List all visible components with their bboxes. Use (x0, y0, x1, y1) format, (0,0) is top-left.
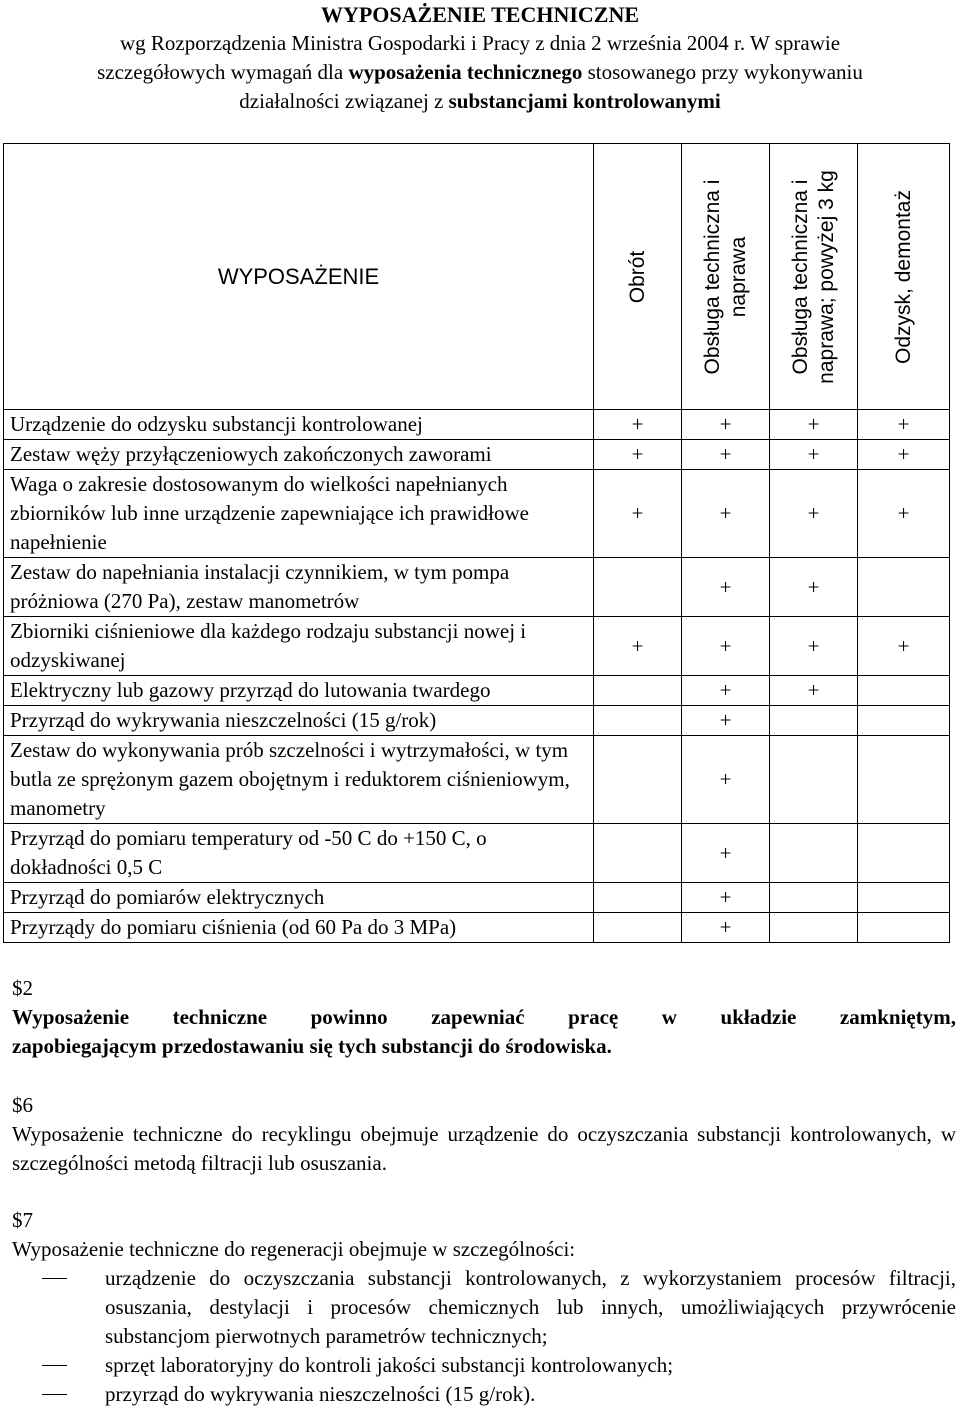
mark-cell: + (682, 883, 770, 913)
document-header (0, 1, 960, 116)
table-row (4, 913, 950, 943)
mark-cell: + (682, 676, 770, 706)
mark-cell (594, 824, 682, 883)
table-row (4, 883, 950, 913)
column-header-service (682, 144, 770, 410)
mark-cell (770, 706, 858, 736)
mark-cell (770, 883, 858, 913)
list-item-text: urządzenie do oczyszczania substancji kontrolowanych, z wykorzystaniem procesów filtracji, osuszania, destylacji i procesów chemicznych lub innych, umożliwiających przywrócenie substancjom pierwotnych parametrów technicznych; (105, 1266, 956, 1348)
mark-cell: + (770, 440, 858, 470)
mark-cell: + (682, 736, 770, 824)
table-row (4, 824, 950, 883)
section-7 (12, 1206, 956, 1409)
mark-cell: + (682, 913, 770, 943)
dash-bullet-icon (42, 1394, 67, 1395)
mark-cell: + (682, 617, 770, 676)
mark-cell: + (770, 676, 858, 706)
mark-cell: + (770, 410, 858, 440)
mark-cell (858, 824, 950, 883)
section-7-heading: $7 (12, 1208, 33, 1232)
table-row (4, 470, 950, 558)
list-item-text: przyrząd do wykrywania nieszczelności (15 g/rok). (105, 1382, 536, 1406)
mark-cell (594, 913, 682, 943)
mark-cell: + (682, 558, 770, 617)
mark-cell: + (594, 440, 682, 470)
column-header-service-3kg-label: Obsługa techniczna i naprawa; powyżej 3 kg (788, 169, 838, 384)
mark-cell (770, 736, 858, 824)
section-6-text: Wyposażenie techniczne do recyklingu obejmuje urządzenie do oczyszczania substancji kontrolowanych, w szczególności metodą filtracji lub osuszania. (12, 1122, 956, 1175)
list-item (12, 1351, 956, 1380)
equipment-name-cell: Przyrząd do pomiaru temperatury od -50 C do +150 C, o dokładności 0,5 C (4, 824, 594, 883)
equipment-name-cell: Przyrząd do pomiarów elektrycznych (4, 883, 594, 913)
column-header-service-3kg (770, 144, 858, 410)
section-2 (12, 974, 956, 1061)
table-row (4, 440, 950, 470)
column-header-trade-label: Obrót (625, 250, 649, 303)
mark-cell: + (682, 470, 770, 558)
header-line-1: wg Rozporządzenia Ministra Gospodarki i Pracy z dnia 2 września 2004 r. W sprawie (119, 31, 841, 55)
table-row (4, 676, 950, 706)
mark-cell: + (770, 617, 858, 676)
equipment-name-cell: Elektryczny lub gazowy przyrząd do lutowania twardego (4, 676, 594, 706)
mark-cell: + (770, 470, 858, 558)
header-line-2-a: szczegółowych wymagań dla (97, 60, 349, 84)
equipment-name-cell: Przyrządy do pomiaru ciśnienia (od 60 Pa do 3 MPa) (4, 913, 594, 943)
mark-cell: + (594, 617, 682, 676)
mark-cell: + (682, 824, 770, 883)
column-header-equipment: WYPOSAŻENIE (4, 144, 594, 410)
mark-cell (770, 913, 858, 943)
section-7-list (12, 1264, 956, 1409)
document-title: WYPOSAŻENIE TECHNICZNE (320, 2, 640, 27)
table-header-row (4, 144, 950, 410)
mark-cell (858, 558, 950, 617)
header-line-2-bold: wyposażenia technicznego (348, 60, 583, 84)
mark-cell (594, 706, 682, 736)
equipment-name-cell: Zbiorniki ciśnieniowe dla każdego rodzaju substancji nowej i odzyskiwanej (4, 617, 594, 676)
header-line-2-c: stosowanego przy wykonywaniu (582, 60, 863, 84)
column-header-service-label: Obsługa techniczna i naprawa (700, 179, 750, 374)
header-line-3-a: działalności związanej z (239, 89, 449, 113)
equipment-name-cell: Waga o zakresie dostosowanym do wielkości napełnianych zbiorników lub inne urządzenie zapewniające ich prawidłowe napełnienie (4, 470, 594, 558)
mark-cell: + (682, 410, 770, 440)
mark-cell (858, 883, 950, 913)
mark-cell (858, 913, 950, 943)
table-row (4, 617, 950, 676)
mark-cell (858, 706, 950, 736)
header-line-3 (0, 87, 960, 116)
section-2-heading: $2 (12, 976, 33, 1000)
section-6 (12, 1091, 956, 1178)
list-item (12, 1264, 956, 1351)
mark-cell: + (594, 410, 682, 440)
equipment-name-cell: Zestaw do napełniania instalacji czynnikiem, w tym pompa próżniowa (270 Pa), zestaw manometrów (4, 558, 594, 617)
mark-cell (858, 676, 950, 706)
mark-cell: + (770, 558, 858, 617)
mark-cell (594, 883, 682, 913)
dash-bullet-icon (42, 1278, 67, 1279)
mark-cell: + (682, 706, 770, 736)
equipment-name-cell: Urządzenie do odzysku substancji kontrolowanej (4, 410, 594, 440)
mark-cell: + (858, 470, 950, 558)
equipment-name-cell: Zestaw węży przyłączeniowych zakończonych zaworami (4, 440, 594, 470)
column-header-recovery (858, 144, 950, 410)
section-7-intro: Wyposażenie techniczne do regeneracji obejmuje w szczególności: (12, 1237, 576, 1261)
equipment-name-cell: Zestaw do wykonywania prób szczelności i wytrzymałości, w tym butla ze sprężonym gazem obojętnym i reduktorem ciśnieniowym, manometry (4, 736, 594, 824)
table-row (4, 706, 950, 736)
mark-cell (770, 824, 858, 883)
column-header-recovery-label: Odzysk, demontaż (891, 189, 915, 364)
list-item (12, 1380, 956, 1409)
mark-cell: + (858, 440, 950, 470)
header-line-3-bold: substancjami kontrolowanymi (448, 89, 721, 113)
mark-cell: + (594, 470, 682, 558)
mark-cell: + (858, 410, 950, 440)
mark-cell (594, 558, 682, 617)
column-header-trade (594, 144, 682, 410)
section-2-text-line-1: Wyposażenie techniczne powinno zapewniać pracę w układzie zamkniętym, (12, 1005, 956, 1029)
table-row (4, 558, 950, 617)
table-row (4, 410, 950, 440)
dash-bullet-icon (42, 1365, 67, 1366)
header-line-2 (0, 58, 960, 87)
mark-cell: + (682, 440, 770, 470)
list-item-text: sprzęt laboratoryjny do kontroli jakości substancji kontrolowanych; (105, 1353, 674, 1377)
section-6-heading: $6 (12, 1093, 33, 1117)
mark-cell: + (858, 617, 950, 676)
mark-cell (594, 736, 682, 824)
mark-cell (594, 676, 682, 706)
section-2-text-line-2: zapobiegającym przedostawaniu się tych substancji do środowiska. (12, 1034, 612, 1058)
table-row (4, 736, 950, 824)
equipment-table (3, 143, 950, 943)
mark-cell (858, 736, 950, 824)
equipment-name-cell: Przyrząd do wykrywania nieszczelności (15 g/rok) (4, 706, 594, 736)
